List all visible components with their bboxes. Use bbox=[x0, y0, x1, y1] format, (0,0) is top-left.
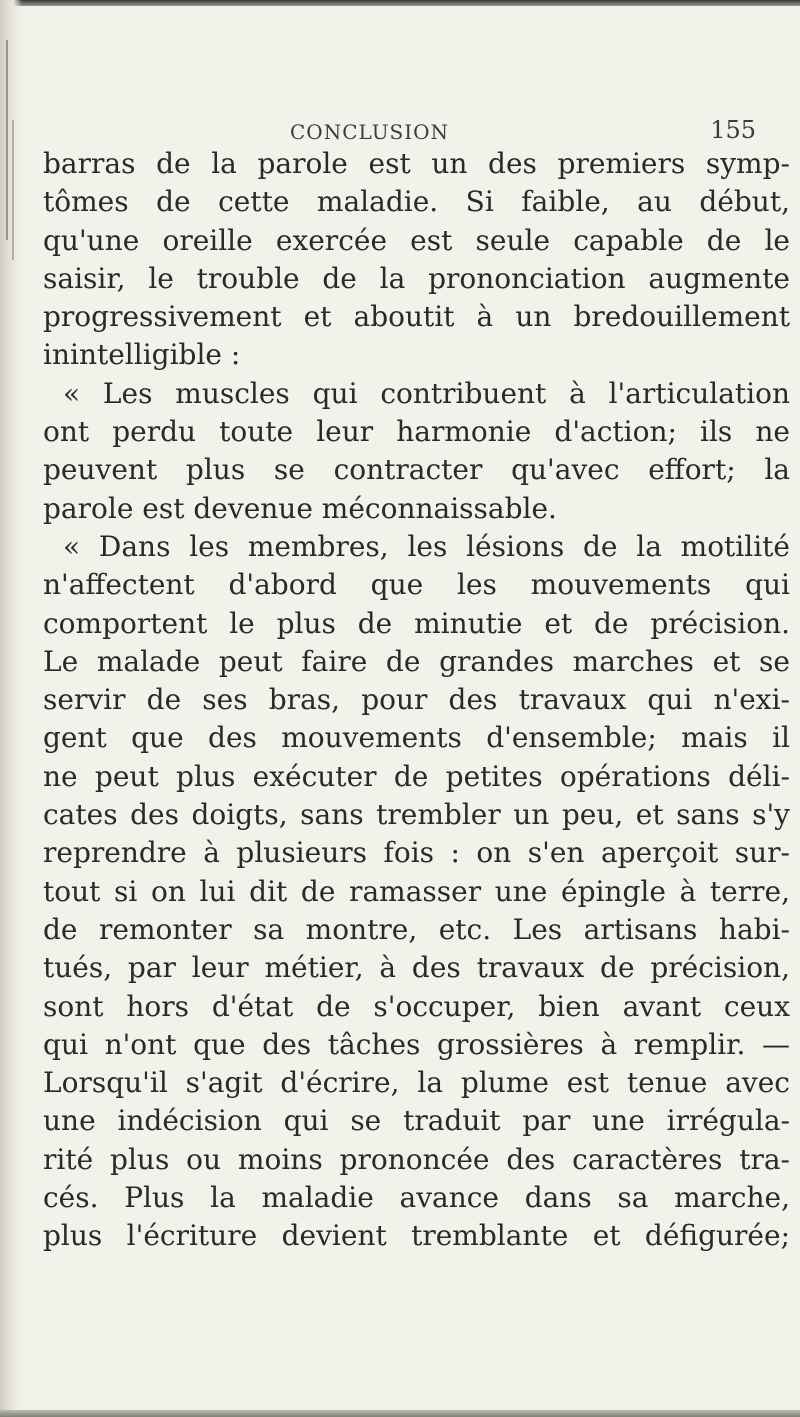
text-line: de remonter sa montre, etc. Les artisans habi- bbox=[43, 912, 790, 946]
text-line: tués, par leur métier, à des travaux de précision, bbox=[43, 951, 790, 985]
text-line: n'affectent d'abord que les mouvements qui bbox=[43, 568, 790, 602]
text-line: reprendre à plusieurs fois : on s'en aperçoit sur- bbox=[43, 836, 790, 870]
text-line: ont perdu toute leur harmonie d'action; ils ne bbox=[43, 415, 790, 449]
text-line: peuvent plus se contracter qu'avec effort; la bbox=[43, 453, 790, 487]
text-line: barras de la parole est un des premiers symp- bbox=[43, 147, 790, 180]
text-line: comportent le plus de minutie et de précision. bbox=[43, 606, 790, 640]
text-line: gent que des mouvements d'ensemble; mais il bbox=[43, 721, 790, 755]
page-top-edge bbox=[0, 0, 800, 6]
text-line: une indécision qui se traduit par une irrégula- bbox=[43, 1104, 790, 1138]
text-line: cates des doigts, sans trembler un peu, et sans s'y bbox=[43, 798, 790, 832]
text-line: inintelligible : bbox=[43, 338, 241, 372]
text-line: ne peut plus exécuter de petites opérations déli- bbox=[43, 759, 790, 793]
text-line: cés. Plus la maladie avance dans sa marche, bbox=[43, 1181, 790, 1215]
text-line: Lorsqu'il s'agit d'écrire, la plume est tenue avec bbox=[43, 1066, 790, 1100]
text-line: saisir, le trouble de la prononciation augmente bbox=[43, 261, 790, 295]
page-number: 155 bbox=[710, 116, 756, 144]
page-bottom-edge bbox=[0, 1410, 800, 1417]
binding-line bbox=[6, 40, 8, 240]
text-line: qui n'ont que des tâches grossières à remplir. — bbox=[43, 1027, 790, 1061]
text-line: tômes de cette maladie. Si faible, au début, bbox=[43, 185, 790, 219]
text-line: parole est devenue méconnaissable. bbox=[43, 491, 557, 525]
binding-shadow bbox=[0, 0, 22, 1417]
text-line: plus l'écriture devient tremblante et défigurée; bbox=[43, 1219, 790, 1253]
text-line: rité plus ou moins prononcée des caractères tra- bbox=[43, 1142, 790, 1176]
running-title: CONCLUSION bbox=[290, 120, 450, 144]
text-line: Le malade peut faire de grandes marches et se bbox=[43, 644, 790, 678]
page-header bbox=[40, 116, 780, 146]
binding-line bbox=[12, 120, 14, 260]
text-line: « Les muscles qui contribuent à l'articulation bbox=[63, 376, 790, 410]
body-text bbox=[43, 145, 790, 1256]
text-line: « Dans les membres, les lésions de la motilité bbox=[63, 529, 790, 563]
text-line: servir de ses bras, pour des travaux qui n'exi- bbox=[43, 683, 790, 717]
text-line: progressivement et aboutit à un bredouillement bbox=[43, 300, 790, 334]
text-line: tout si on lui dit de ramasser une épingle à terre, bbox=[43, 874, 790, 908]
text-line: sont hors d'état de s'occuper, bien avant ceux bbox=[43, 989, 790, 1023]
text-line: qu'une oreille exercée est seule capable de le bbox=[43, 223, 790, 257]
